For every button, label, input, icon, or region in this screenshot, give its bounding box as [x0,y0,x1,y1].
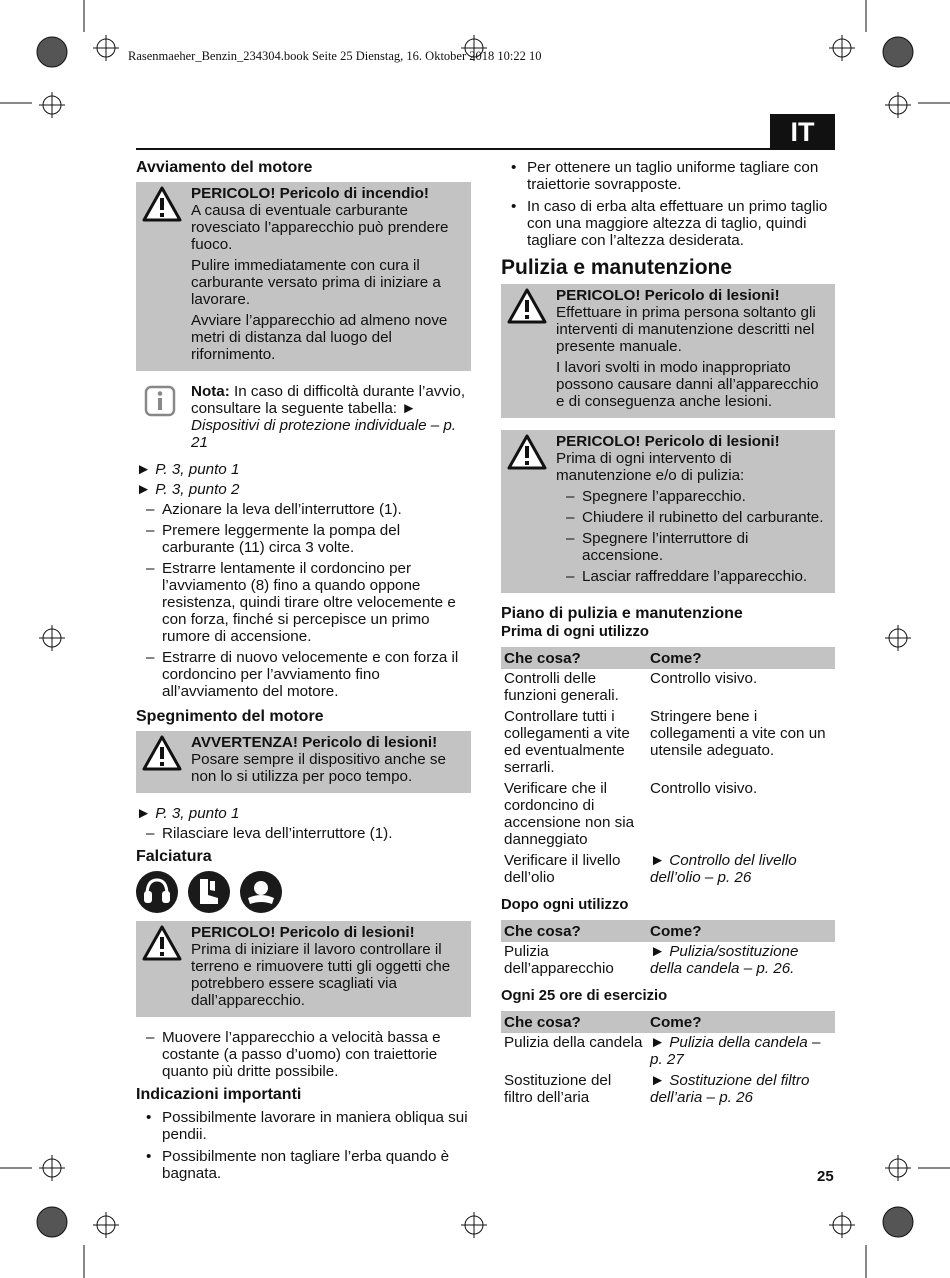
table-row [501,669,835,707]
col-header-what: Che cosa? [501,920,647,942]
page-number: 25 [817,1168,834,1185]
step-item: – Azionare la leva dell’interruttore (1). [136,501,471,518]
cell-how: Controllo visivo. [650,670,758,687]
table-after-use [501,920,835,980]
bullet-item: • Possibilmente non tagliare l’erba quando è bagnata. [136,1148,471,1182]
col-header-what: Che cosa? [501,1011,647,1033]
cell-what: Sostituzione del filtro dell’aria [504,1072,612,1106]
step-item: – Premere leggermente la pompa del carburante (11) circa 3 volte. [136,522,471,556]
danger-text: Prima di ogni intervento di manutenzione e/o di pulizia: [556,450,745,484]
danger-title: PERICOLO! Pericolo di lesioni! [191,924,415,941]
step-item: – Estrarre di nuovo velocemente e con forza il cordoncino per l’avviamento fino all’avviamento del motore. [136,649,471,700]
danger-box-before-maintenance [501,430,835,593]
note-label: Nota: [191,383,230,400]
table-row [501,1033,835,1071]
step-item: – Rilasciare leva dell’interruttore (1). [136,825,471,842]
cell-how: Stringere bene i collegamenti a vite con un utensile adeguato. [650,708,826,759]
print-header: Rasenmaeher_Benzin_234304.book Seite 25 Dienstag, 16. Oktober 2018 10:22 10 [128,49,542,63]
danger-text: Pulire immediatamente con cura il carburante versato prima di iniziare a lavorare. [191,257,441,308]
section-before-use: Prima di ogni utilizzo [501,624,649,640]
heading-maintenance-plan: Piano di pulizia e manutenzione [501,605,743,622]
table-before-use [501,647,835,889]
danger-text: Avviare l’apparecchio ad almeno nove metri di distanza dal luogo del rifornimento. [191,312,448,363]
table-row [501,779,835,851]
ppe-icons [136,871,471,913]
table-row [501,707,835,779]
step-item: – Muovere l’apparecchio a velocità bassa e costante (a passo d’uomo) con traiettorie quanto più dritte possibile. [136,1029,471,1080]
step-item: – Chiudere il rubinetto del carburante. [556,509,829,526]
cell-how-link[interactable]: ► Controllo del livello dell’olio – p. 26 [650,852,797,886]
header-rule [136,148,770,150]
danger-text: A causa di eventuale carburante rovesciato l’apparecchio può prendere fuoco. [191,202,449,253]
table-row [501,942,835,980]
col-header-what: Che cosa? [501,647,647,669]
cell-what: Pulizia della candela [504,1034,643,1051]
figure-ref[interactable]: ► P. 3, punto 2 [136,481,240,498]
danger-text: I lavori svolti in modo inappropriato possono causare danni all’apparecchio e di conseguenza anche lesioni. [556,359,819,410]
col-header-how: Come? [647,1011,835,1033]
language-tab: IT [770,114,835,150]
danger-box-maintenance [501,284,835,418]
warning-triangle-icon [507,434,547,470]
bullet-item: • Per ottenere un taglio uniforme tagliare con traiettorie sovrapposte. [501,159,835,193]
ear-protection-icon [136,871,178,913]
col-header-how: Come? [647,920,835,942]
section-after-use: Dopo ogni utilizzo [501,897,629,913]
bullet-item: • Possibilmente lavorare in maniera obliqua sui pendii. [136,1109,471,1143]
cell-what: Controllare tutti i collegamenti a vite ed eventualmente serrarli. [504,708,630,776]
warning-triangle-icon [142,186,182,222]
step-item: – Estrarre lentamente il cordoncino per l’avviamento (8) fino a quando oppone resistenza, quindi tirare oltre velocemente e con forza, finché si percepisce un primo rumore di accensione. [136,560,471,645]
warning-box [136,731,471,793]
figure-ref[interactable]: ► P. 3, punto 1 [136,805,240,822]
figure-ref[interactable]: ► P. 3, punto 1 [136,461,240,478]
heading-start-engine: Avviamento del motore [136,159,313,176]
cell-what: Verificare che il cordoncino di accensione non sia danneggiato [504,780,635,848]
cell-how: Controllo visivo. [650,780,758,797]
cell-what: Verificare il livello dell’olio [504,852,621,886]
cell-how-link[interactable]: ► Pulizia/sostituzione della candela – p. 26. [650,943,799,977]
warning-triangle-icon [507,288,547,324]
danger-title: PERICOLO! Pericolo di incendio! [191,185,429,202]
danger-title: PERICOLO! Pericolo di lesioni! [556,287,780,304]
heading-important-notes: Indicazioni importanti [136,1086,302,1103]
cell-what: Controlli delle funzioni generali. [504,670,619,704]
cell-what: Pulizia dell’apparecchio [504,943,614,977]
table-row [501,851,835,889]
step-item: – Spegnere l’apparecchio. [556,488,829,505]
note-link[interactable]: Dispositivi di protezione individuale – p. 21 [191,417,457,451]
heading-cleaning-maintenance: Pulizia e manutenzione [501,256,733,279]
danger-text: Effettuare in prima persona soltanto gli interventi di manutenzione descritti nel presente manuale. [556,304,816,355]
section-every-25-hours: Ogni 25 ore di esercizio [501,988,668,1004]
warning-triangle-icon [142,925,182,961]
danger-box-injury [136,921,471,1017]
safety-boots-icon [188,871,230,913]
note-block [136,383,471,451]
col-header-how: Come? [647,647,835,669]
cell-how-link[interactable]: ► Pulizia della candela – p. 27 [650,1034,821,1068]
step-item: – Spegnere l’interruttore di accensione. [556,530,829,564]
heading-stop-engine: Spegnimento del motore [136,708,324,725]
step-item: – Lasciar raffreddare l’apparecchio. [556,568,829,585]
table-every-25-hours [501,1011,835,1109]
warning-text: Posare sempre il dispositivo anche se non lo si utilizza per poco tempo. [191,751,446,785]
danger-title: PERICOLO! Pericolo di lesioni! [556,433,780,450]
danger-text: Prima di iniziare il lavoro controllare il terreno e rimuovere tutti gli oggetti che potrebbero essere scagliati via dall’apparecchio. [191,941,451,1009]
info-icon [144,385,176,417]
goggles-icon [240,871,282,913]
bullet-item: • In caso di erba alta effettuare un primo taglio con una maggiore altezza di taglio, quindi tagliare con l’altezza desiderata. [501,198,835,249]
warning-triangle-icon [142,735,182,771]
danger-box-fire [136,182,471,371]
heading-mowing: Falciatura [136,848,212,865]
left-column [136,159,471,1187]
table-row [501,1071,835,1109]
warning-title: AVVERTENZA! Pericolo di lesioni! [191,734,438,751]
cell-how-link[interactable]: ► Sostituzione del filtro dell’aria – p. 26 [650,1072,810,1106]
right-column [501,159,835,1117]
note-text: In caso di difficoltà durante l’avvio, consultare la seguente tabella: ► [191,383,466,417]
